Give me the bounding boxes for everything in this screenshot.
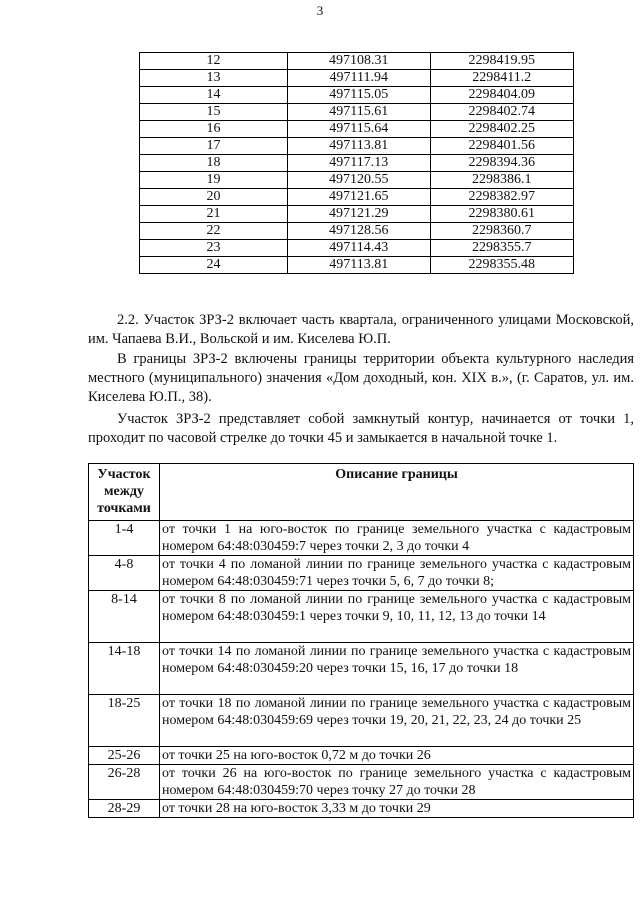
- coord-x: 497113.81: [288, 138, 430, 155]
- coord-row: [140, 155, 574, 172]
- coord-y: 2298411.2: [430, 70, 574, 87]
- coord-x: 497114.43: [288, 240, 430, 257]
- paragraph-contour: Участок ЗРЗ-2 представляет собой замкнутый контур, начинается от точки 1, проходит по часовой стрелке до точки 45 и замыкается в начальной точке 1.: [88, 411, 634, 446]
- coord-y: 2298355.48: [430, 257, 574, 274]
- coord-row: [140, 138, 574, 155]
- coord-row: [140, 223, 574, 240]
- coord-y: 2298386.1: [430, 172, 574, 189]
- point-number: 22: [140, 223, 288, 240]
- segment-description: от точки 26 на юго-восток по границе земельного участка с кадастровым номером 64:48:030459:70 через точку 27 до точки 28: [160, 765, 634, 800]
- segment-range: 26-28: [89, 765, 160, 800]
- header-description: Описание границы: [160, 464, 634, 521]
- coord-row: [140, 121, 574, 138]
- point-number: 14: [140, 87, 288, 104]
- coord-row: [140, 53, 574, 70]
- segment-range: 4-8: [89, 556, 160, 591]
- coord-x: 497120.55: [288, 172, 430, 189]
- segment-range: 18-25: [89, 695, 160, 747]
- point-number: 13: [140, 70, 288, 87]
- coord-row: [140, 206, 574, 223]
- coord-row: [140, 70, 574, 87]
- segment-description: от точки 1 на юго-восток по границе земельного участка с кадастровым номером 64:48:030459:7 через точки 2, 3 до точки 4: [160, 521, 634, 556]
- paragraph-zone-description: 2.2. Участок ЗРЗ-2 включает часть квартала, ограниченного улицами Московской, им. Чапаева В.И., Вольской и им. Киселева Ю.П.: [88, 312, 634, 347]
- point-number: 20: [140, 189, 288, 206]
- point-number: 12: [140, 53, 288, 70]
- coord-row: [140, 257, 574, 274]
- coord-y: 2298380.61: [430, 206, 574, 223]
- segment-description: от точки 18 по ломаной линии по границе земельного участка с кадастровым номером 64:48:030459:69 через точки 19, 20, 21, 22, 23, 24 до точки 25: [160, 695, 634, 747]
- paragraph-heritage-object: В границы ЗРЗ-2 включены границы территории объекта культурного наследия местного (муниципального) значения «Дом доходный, кон. XIX в.», (г. Саратов, ул. им. Киселева Ю.П., 38).: [88, 351, 634, 405]
- header-segment-line2: между: [104, 484, 144, 499]
- coord-x: 497121.29: [288, 206, 430, 223]
- segment-description: от точки 25 на юго-восток 0,72 м до точки 26: [160, 747, 634, 765]
- coord-y: 2298402.25: [430, 121, 574, 138]
- coord-y: 2298394.36: [430, 155, 574, 172]
- header-segment-line1: Участок: [97, 467, 151, 482]
- coord-x: 497113.81: [288, 257, 430, 274]
- boundary-row: [89, 765, 634, 800]
- coord-x: 497108.31: [288, 53, 430, 70]
- coord-y: 2298419.95: [430, 53, 574, 70]
- point-number: 24: [140, 257, 288, 274]
- boundary-row: [89, 521, 634, 556]
- segment-range: 14-18: [89, 643, 160, 695]
- point-number: 18: [140, 155, 288, 172]
- coord-row: [140, 104, 574, 121]
- point-number: 23: [140, 240, 288, 257]
- segment-range: 28-29: [89, 800, 160, 818]
- coordinates-table: [139, 52, 574, 274]
- boundary-row: [89, 591, 634, 643]
- coord-x: 497115.64: [288, 121, 430, 138]
- coord-row: [140, 87, 574, 104]
- segment-range: 25-26: [89, 747, 160, 765]
- coord-x: 497115.05: [288, 87, 430, 104]
- header-segment-line3: точками: [97, 501, 151, 516]
- coord-y: 2298382.97: [430, 189, 574, 206]
- coord-x: 497117.13: [288, 155, 430, 172]
- coord-x: 497128.56: [288, 223, 430, 240]
- segment-description: от точки 14 по ломаной линии по границе земельного участка с кадастровым номером 64:48:030459:20 через точки 15, 16, 17 до точки 18: [160, 643, 634, 695]
- coord-row: [140, 189, 574, 206]
- segment-description: от точки 8 по ломаной линии по границе земельного участка с кадастровым номером 64:48:030459:1 через точки 9, 10, 11, 12, 13 до точки 14: [160, 591, 634, 643]
- segment-description: от точки 28 на юго-восток 3,33 м до точки 29: [160, 800, 634, 818]
- point-number: 16: [140, 121, 288, 138]
- point-number: 19: [140, 172, 288, 189]
- coord-y: 2298401.56: [430, 138, 574, 155]
- point-number: 15: [140, 104, 288, 121]
- coord-y: 2298360.7: [430, 223, 574, 240]
- boundary-description-table: [88, 463, 634, 818]
- coord-x: 497121.65: [288, 189, 430, 206]
- coord-y: 2298355.7: [430, 240, 574, 257]
- boundary-row: [89, 695, 634, 747]
- coord-row: [140, 172, 574, 189]
- point-number: 17: [140, 138, 288, 155]
- coord-y: 2298402.74: [430, 104, 574, 121]
- coord-x: 497115.61: [288, 104, 430, 121]
- coord-x: 497111.94: [288, 70, 430, 87]
- point-number: 21: [140, 206, 288, 223]
- boundary-row: [89, 800, 634, 818]
- page-number: 3: [316, 3, 324, 18]
- header-segment: [89, 464, 160, 521]
- boundary-row: [89, 643, 634, 695]
- boundary-row: [89, 556, 634, 591]
- segment-range: 8-14: [89, 591, 160, 643]
- coord-row: [140, 240, 574, 257]
- coord-y: 2298404.09: [430, 87, 574, 104]
- segment-range: 1-4: [89, 521, 160, 556]
- boundary-row: [89, 747, 634, 765]
- segment-description: от точки 4 по ломаной линии по границе земельного участка с кадастровым номером 64:48:030459:71 через точки 5, 6, 7 до точки 8;: [160, 556, 634, 591]
